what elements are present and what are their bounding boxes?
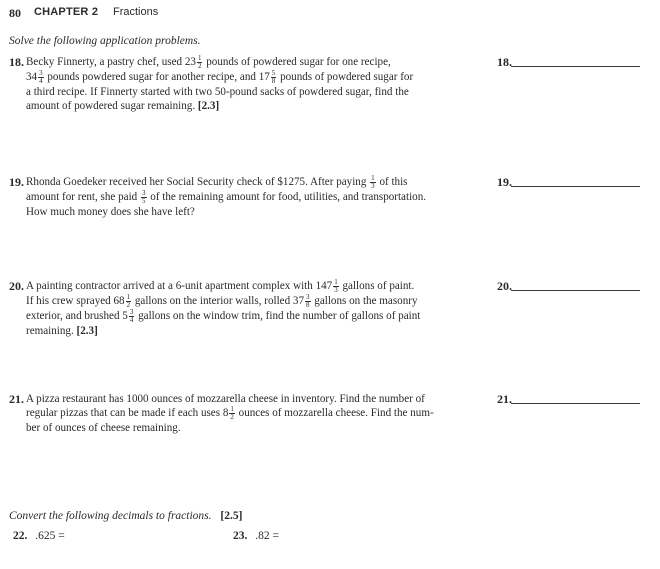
problem-line: regular pizzas that can be made if each uses 8 $\frac{1}{2}$ ounces of mozzarella cheese. Find the num-: [26, 405, 434, 421]
chapter-label: CHAPTER 2: [34, 6, 99, 18]
problem-line: Becky Finnerty, a pastry chef, used 23 $\frac{1}{2}$ pounds of powdered sugar for one recipe,: [26, 54, 391, 70]
fraction: $\frac{1}{2}$: [197, 54, 202, 70]
fraction: $\frac{1}{2}$: [230, 405, 234, 421]
problem-number: 18.: [9, 55, 24, 69]
fraction: $\frac{3}{5}$: [142, 189, 146, 205]
fraction: $\frac{3}{4}$: [129, 308, 134, 324]
chapter-title: Fractions: [113, 6, 159, 18]
problem-text: [26, 175, 426, 219]
fraction: $\frac{1}{2}$: [126, 293, 131, 309]
problem-line: Rhonda Goedeker received her Social Security check of $1275. After paying $\frac{1}{3}$ of this: [26, 174, 408, 190]
answer-blank[interactable]: [511, 66, 640, 67]
fraction: $\frac{3}{4}$: [39, 69, 43, 85]
problem-line: 34 $\frac{3}{4}$ pounds powdered sugar for another recipe, and 17 $\frac{5}{8}$ pounds of powdered sugar for: [26, 69, 414, 85]
fraction: $\frac{5}{8}$: [271, 69, 276, 85]
problem-line: ber of ounces of cheese remaining.: [26, 422, 181, 434]
problem-text: [26, 279, 420, 338]
problem-number: 21.: [9, 392, 24, 406]
problem-line: A pizza restaurant has 1000 ounces of mozzarella cheese in inventory. Find the number of: [26, 393, 425, 405]
fraction: $\frac{3}{8}$: [306, 293, 310, 309]
section-reference: [2.3]: [76, 325, 98, 337]
answer-blank[interactable]: [511, 403, 640, 404]
fraction: $\frac{1}{3}$: [334, 278, 338, 294]
answer-label: 18.: [497, 55, 512, 69]
problem-line: A painting contractor arrived at a 6-unit apartment complex with 147 $\frac{1}{3}$ gallons of paint.: [26, 278, 415, 294]
problem-number: 19.: [9, 175, 24, 189]
problem-line: amount for rent, she paid $\frac{3}{5}$ of the remaining amount for food, utilities, and transportation.: [26, 189, 427, 205]
problem-line: amount of powdered sugar remaining. [2.3]: [26, 100, 220, 112]
problem-line: exterior, and brushed 5 $\frac{3}{4}$ gallons on the window trim, find the number of gallons of paint: [26, 308, 421, 324]
convert-item: 23. .82 =: [233, 530, 279, 542]
problem-line: If his crew sprayed 68 $\frac{1}{2}$ gallons on the interior walls, rolled 37 $\frac{3}{8}$ gallons on the masonry: [26, 293, 418, 309]
problem-number: 20.: [9, 279, 24, 293]
convert-item: 22. .625 =: [13, 530, 65, 542]
problem-text: [26, 55, 413, 113]
answer-blank[interactable]: [511, 290, 640, 291]
section-reference: [2.3]: [197, 100, 220, 112]
page-number: 80: [9, 6, 21, 20]
answer-blank[interactable]: [511, 186, 640, 187]
fraction: $\frac{1}{3}$: [371, 174, 375, 190]
problem-text: [26, 392, 434, 435]
problem-line: How much money does she have left?: [26, 206, 195, 218]
convert-instructions: Convert the following decimals to fractions. [2.5]: [9, 510, 243, 522]
problem-line: remaining. [2.3]: [26, 325, 98, 337]
answer-label: 19.: [497, 175, 512, 189]
problem-line: a third recipe. If Finnerty started with two 50-pound sacks of powdered sugar, find the: [26, 86, 409, 98]
answer-label: 20.: [497, 279, 512, 293]
instructions: Solve the following application problems.: [9, 35, 201, 47]
answer-label: 21.: [497, 392, 512, 406]
